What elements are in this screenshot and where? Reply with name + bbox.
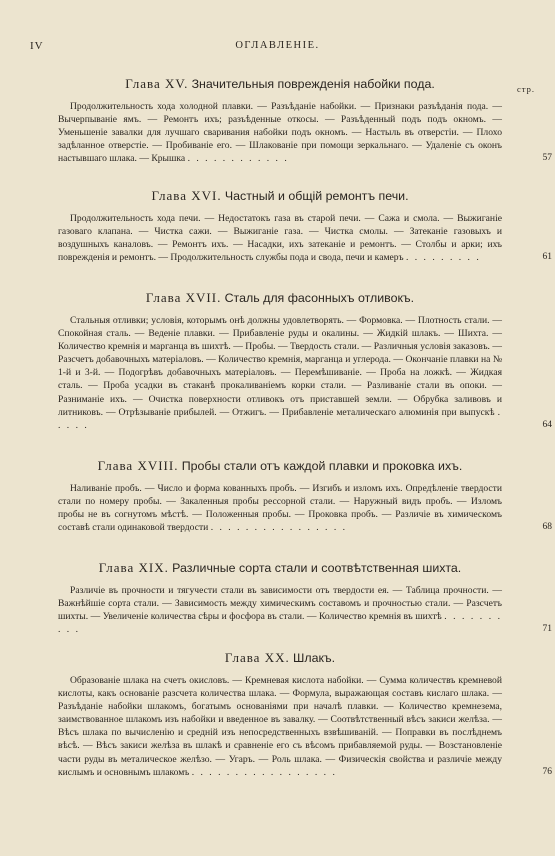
dot-leader: . . . . . . . . . . . . (187, 153, 289, 165)
chapter-contents (58, 314, 552, 432)
chapter-contents (58, 584, 552, 636)
page-column-label: стр. (517, 84, 535, 94)
chapter-summary: Наливаніе пробъ. — Число и форма кованныхъ пробъ. — Изгибъ и изломъ ихъ. Опредѣленіе твердости стали по номеру пробы. — Закаленныя пробы рессорной стали. — Наружный видъ пробъ. — Изломъ пробы не въ согнутомъ мѣстѣ. — Положенныя пробы. — Проковка пробъ. — Различіе въ химическомъ составѣ стали одинаковой твердости (58, 483, 502, 534)
chapter-name: Сталь для фасонныхъ отливокъ. (224, 291, 415, 305)
chapter-summary: Образованіе шлака на счетъ окисловъ. — Кремневая кислота набойки. — Сумма количествъ кремневой кислоты, какъ основаніе разсчета количества шлака. — Формула, выражающая составъ кислаго шлака. — Разъѣданіе набойки шлакомъ, богатымъ основаніями при началѣ плавки. — Количество кремнезема, заимствованное шлакомъ изъ набойки и введенное въ завалку. — Соотвѣтственный вѣсъ закиси желѣза. — Вѣсъ шлака по вычисленію и средній изъ непосредственныхъ взвѣшиваній. — Поправки въ послѣднемъ вѣсѣ. — Вѣсъ закиси желѣза въ шлакѣ и сравненіе его съ вѣсомъ прибавляемой руды. — Возстановленіе части руды въ металическое желѣзо. — Угаръ. — Роль шлака. — Физическія свойства и различіе между кислымъ и основнымъ шлакомъ (58, 675, 502, 778)
dot-leader: . . . . . . . . . . . . . . . . (210, 522, 348, 534)
chapter-page-number: 64 (542, 419, 552, 430)
chapter-contents (58, 100, 552, 165)
page-number: IV (30, 40, 44, 52)
chapter-label: Глава XVIII. (97, 458, 179, 473)
chapter-page-number: 76 (542, 766, 552, 777)
chapter-contents (58, 674, 552, 779)
chapter-summary: Стальныя отливки; условія, которымъ онѣ должны удовлетворять. — Формовка. — Плотность стали. — Спокойная сталь. — Веденіе плавки. — Прибавленіе руды и окалины. — Жидкій шлакъ. — Шихта. — Количество кремнія и марганца въ шихтѣ. — Пробы. — Твердость стали. — Различныя условія заказовъ. — Разсчетъ добавочныхъ матеріаловъ. — Количество кремнія, марганца и углерода. — Окончаніе плавки на № 1-й и 3-й. — Подогрѣвъ добавочныхъ матеріаловъ. — Перемѣшиваніе. — Проба на ложкѣ. — Жидкая сталь. — Проба усадки въ стаканѣ прокаливаніемъ корки стали. — Разливаніе стали въ опоки. — Разниманіе ихъ. — Очистка поверхности отливокъ отъ приставшей земли. — Обрубка заливовъ и литниковъ. — Отрѣзываніе прибылей. — Отжигъ. — Прибавленіе металическаго алюминія при выпускѣ (58, 315, 502, 418)
chapter-page-number: 61 (542, 252, 552, 263)
chapter-label: Глава XIX. (98, 560, 169, 575)
chapter-name: Значительныя поврежденія набойки пода. (191, 77, 435, 91)
chapter-label: Глава XX. (224, 650, 290, 665)
page-header (30, 40, 525, 54)
chapter-title (58, 560, 502, 576)
chapter-name: Пробы стали отъ каждой плавки и проковка ихъ. (181, 459, 463, 473)
chapter-summary: Продолжительность хода печи. — Недостатокъ газа въ старой печи. — Сажа и смола. — Выжиганіе газоваго клапана. — Чистка сажи. — Выжиганіе газа. — Чистка смолы. — Затеканіе газовыхъ и воздушныхъ каналовъ. — Ремонтъ ихъ. — Насадки, ихъ затеканіе и ремонтъ. — Столбы и арки; ихъ поврежденія и ремонтъ. — Продолжительность службы пода и свода, печи и камеръ (58, 213, 502, 264)
chapter-xvi (58, 188, 552, 264)
chapter-xx (58, 650, 552, 779)
dot-leader: . . . . . (58, 406, 502, 431)
running-title: ОГЛАВЛЕНІЕ. (235, 40, 320, 51)
chapter-name: Различные сорта стали и соотвѣтственная шихта. (172, 561, 462, 575)
chapter-contents (58, 482, 552, 534)
dot-leader: . . . . . . . . . (405, 252, 481, 264)
chapter-name: Частный и общій ремонтъ печи. (224, 189, 409, 203)
chapter-page-number: 68 (542, 522, 552, 533)
chapter-title (58, 76, 502, 92)
chapter-xviii (58, 458, 552, 534)
chapter-xvii (58, 290, 552, 432)
chapter-title (58, 188, 502, 204)
chapter-label: Глава XV. (125, 76, 189, 91)
chapter-label: Глава XVI. (151, 188, 222, 203)
dot-leader: . . . . . . . . . . (58, 611, 502, 636)
chapter-page-number: 57 (542, 153, 552, 164)
dot-leader: . . . . . . . . . . . . . . . . . (191, 766, 337, 778)
chapter-name: Шлакъ. (292, 651, 336, 665)
chapter-title (58, 458, 502, 474)
chapter-page-number: 71 (542, 624, 552, 635)
chapter-label: Глава XVII. (145, 290, 222, 305)
chapter-title (58, 290, 502, 306)
chapter-xix (58, 560, 552, 636)
chapter-contents (58, 212, 552, 264)
chapter-summary: Различіе въ прочности и тягучести стали въ зависимости отъ твердости ея. — Таблица прочности. — Важнѣйшіе сорта стали. — Зависимость между химическимъ составомъ и прочностью стали. — Разсчетъ шихты. — Увеличеніе количества сѣры и фосфора въ стали. — Количество кремнія въ шихтѣ (58, 585, 502, 623)
chapter-summary: Продолжительность хода холодной плавки. — Разъѣданіе набойки. — Признаки разъѣданія пода. — Вычерпываніе ямъ. — Ремонтъ ихъ; разъѣденные откосы. — Разъѣденный подъ подъ окномъ. — Уменьшеніе завалки для лучшаго сваривания набойки подъ окномъ. — Настыль въ отверстіи. — Плохо задѣланное отверстіе. — Пробиваніе его. — Шлакованіе при помощи зеркальнаго. — Удаленіе съ оконъ настывшаго шлака. — Крышка (58, 101, 502, 165)
chapter-title (58, 650, 502, 666)
